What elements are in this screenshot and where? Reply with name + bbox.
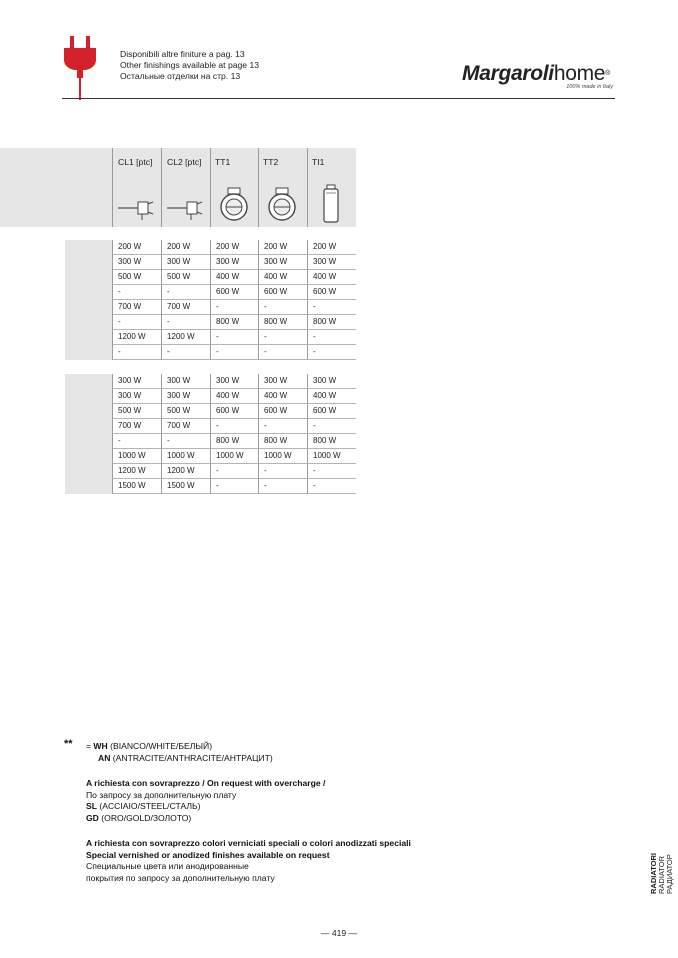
power-cell: -: [210, 419, 259, 434]
power-cell: 400 W: [258, 270, 307, 285]
power-cell: 700 W: [161, 419, 210, 434]
power-cell: 300 W: [112, 374, 161, 389]
note-gd-text: (ORO/GOLD/ЗОЛОТО): [98, 812, 192, 823]
row-label-cell: [65, 374, 112, 390]
note-gd: [86, 813, 411, 825]
power-cell: 500 W: [112, 404, 161, 419]
power-cell: -: [307, 300, 356, 315]
power-cell: 600 W: [258, 404, 307, 419]
finishings-note-ru: Остальные отделки на стр. 13: [120, 71, 241, 81]
note-wh-code: WH: [93, 741, 108, 751]
note-request-2-line-1: A richiesta con sovraprezzo colori verniciati speciali o colori anodizzati speciali: [86, 838, 411, 848]
power-cell: -: [258, 300, 307, 315]
power-cell: 300 W: [161, 389, 210, 404]
power-cell: 1200 W: [112, 330, 161, 345]
asterisk-marker: **: [64, 738, 73, 750]
row-label-cell: [65, 419, 112, 435]
power-cell: 500 W: [112, 270, 161, 285]
logo-brand-bold: Margaroli: [462, 62, 554, 85]
power-cell: 400 W: [307, 270, 356, 285]
logo-reg-mark: ®: [605, 70, 611, 77]
power-cell: -: [161, 315, 210, 330]
power-cell: -: [161, 434, 210, 449]
column-title-cl2: CL2 [ptc]: [167, 157, 202, 167]
power-cell: 300 W: [307, 374, 356, 389]
finishings-note: [120, 49, 259, 82]
power-cell: 400 W: [307, 389, 356, 404]
column-title-tt2: TT2: [263, 157, 279, 167]
power-cell: 200 W: [210, 240, 259, 255]
cable-plug-icon: [165, 184, 205, 224]
column-divider: [307, 148, 308, 227]
power-cell: -: [210, 300, 259, 315]
power-cell: 200 W: [112, 240, 161, 255]
power-cell: -: [112, 345, 161, 360]
power-cell: 1500 W: [112, 479, 161, 494]
power-cell: -: [210, 464, 259, 479]
power-cell: 1000 W: [210, 449, 259, 464]
row-label-cell: [65, 479, 112, 495]
row-label-cell: [65, 345, 112, 361]
note-eq: =: [86, 741, 94, 751]
power-cell: -: [258, 419, 307, 434]
power-cell: 800 W: [307, 434, 356, 449]
note-wh: [86, 741, 411, 753]
row-label-cell: [65, 270, 112, 286]
power-cell: 1500 W: [161, 479, 210, 494]
power-cell: 1000 W: [161, 449, 210, 464]
note-sl-text: (ACCIAIO/STEEL/СТАЛЬ): [96, 801, 201, 811]
power-cell: -: [258, 464, 307, 479]
note-request-2-line-3: Специальные цвета или анодированные: [86, 861, 249, 871]
power-cell: 500 W: [161, 270, 210, 285]
finishings-note-it: Disponibili altre finiture a pag. 13: [120, 49, 245, 59]
row-label-cell: [65, 255, 112, 271]
logo-brand-light: home: [553, 62, 606, 85]
column-title-ti1: TI1: [312, 157, 325, 167]
power-cell: -: [112, 315, 161, 330]
note-gd-code: GD: [86, 812, 99, 823]
power-cell: 300 W: [210, 374, 259, 389]
side-label-en: RADIATOR: [657, 855, 666, 894]
row-label-cell: [65, 464, 112, 480]
column-divider: [258, 148, 259, 227]
power-cell: -: [210, 330, 259, 345]
plug-icon: [62, 36, 98, 100]
power-cell: 700 W: [112, 419, 161, 434]
power-cell: 1200 W: [112, 464, 161, 479]
power-cell: -: [258, 479, 307, 494]
row-label-cell: [65, 449, 112, 465]
row-label-cell: [65, 285, 112, 301]
finish-notes: [64, 738, 411, 884]
brand-logo: [462, 62, 617, 96]
logo-tagline: 100% made in Italy: [566, 84, 613, 90]
cable-plug-icon: [116, 184, 156, 224]
power-cell: 300 W: [112, 389, 161, 404]
note-request-2-line-4: покрытия по запросу за дополнительную плату: [86, 872, 275, 883]
row-label-cell: [65, 300, 112, 316]
power-cell: 200 W: [258, 240, 307, 255]
row-label-cell: [65, 330, 112, 346]
power-cell: 300 W: [307, 255, 356, 270]
cylinder-element-icon: [311, 184, 351, 224]
power-cell: -: [258, 345, 307, 360]
column-title-tt1: TT1: [215, 157, 231, 167]
column-divider: [210, 148, 211, 227]
power-cell: 1000 W: [307, 449, 356, 464]
column-divider: [161, 148, 162, 227]
note-sl-code: SL: [86, 801, 97, 811]
power-cell: 500 W: [161, 404, 210, 419]
power-cell: 800 W: [307, 315, 356, 330]
column-title-cl1: CL1 [ptc]: [118, 157, 153, 167]
power-cell: -: [307, 479, 356, 494]
power-cell: 800 W: [258, 434, 307, 449]
note-request-1-line-1: A richiesta con sovraprezzo / On request with overcharge /: [86, 778, 326, 788]
power-cell: -: [161, 285, 210, 300]
power-cell: 700 W: [161, 300, 210, 315]
power-cell: 600 W: [210, 404, 259, 419]
note-sl: [86, 801, 411, 813]
section-side-label: [646, 848, 676, 896]
power-cell: -: [307, 330, 356, 345]
header-divider: [62, 98, 615, 99]
round-thermostat-icon: [262, 184, 302, 224]
power-cell: -: [210, 345, 259, 360]
row-label-cell: [65, 389, 112, 405]
note-an: [98, 753, 411, 765]
power-cell: 300 W: [161, 374, 210, 389]
power-cell: -: [210, 479, 259, 494]
finishings-note-en: Other finishings available at page 13: [120, 60, 260, 70]
power-cell: -: [307, 464, 356, 479]
power-cell: 400 W: [210, 389, 259, 404]
note-request-2-line-2: Special vernished or anodized finishes available on request: [86, 849, 330, 860]
power-cell: 200 W: [161, 240, 210, 255]
column-divider: [112, 148, 113, 227]
power-cell: 300 W: [210, 255, 259, 270]
round-thermostat-icon: [214, 184, 254, 224]
power-cell: -: [307, 419, 356, 434]
row-label-cell: [65, 315, 112, 331]
power-cell: -: [112, 434, 161, 449]
power-cell: 600 W: [307, 285, 356, 300]
power-cell: 300 W: [112, 255, 161, 270]
power-cell: 800 W: [258, 315, 307, 330]
power-cell: 600 W: [258, 285, 307, 300]
side-label-ru: РАДИАТОР: [665, 854, 674, 894]
row-label-cell: [65, 240, 112, 256]
note-wh-text: (BIANCO/WHITE/БЕЛЫЙ): [107, 741, 213, 751]
row-label-cell: [65, 434, 112, 450]
power-cell: 300 W: [161, 255, 210, 270]
power-cell: 300 W: [258, 374, 307, 389]
power-cell: 700 W: [112, 300, 161, 315]
power-cell: 400 W: [258, 389, 307, 404]
power-cell: 1200 W: [161, 464, 210, 479]
power-cell: -: [112, 285, 161, 300]
power-cell: 600 W: [210, 285, 259, 300]
power-cell: -: [161, 345, 210, 360]
power-cell: 200 W: [307, 240, 356, 255]
power-cell: 600 W: [307, 404, 356, 419]
power-cell: 1000 W: [258, 449, 307, 464]
page-number: — 419 —: [320, 928, 358, 938]
power-cell: 1200 W: [161, 330, 210, 345]
note-an-text: (ANTRACITE/ANTHRACITE/АНТРАЦИТ): [110, 752, 273, 763]
power-cell: -: [307, 345, 356, 360]
side-label-it: RADIATORI: [649, 853, 658, 894]
note-an-code: AN: [98, 752, 111, 763]
power-cell: -: [258, 330, 307, 345]
power-cell: 400 W: [210, 270, 259, 285]
row-label-cell: [65, 404, 112, 420]
note-request-1-line-2: По запросу за дополнительную плату: [86, 789, 237, 800]
power-cell: 800 W: [210, 315, 259, 330]
power-cell: 800 W: [210, 434, 259, 449]
power-cell: 300 W: [258, 255, 307, 270]
power-cell: 1000 W: [112, 449, 161, 464]
